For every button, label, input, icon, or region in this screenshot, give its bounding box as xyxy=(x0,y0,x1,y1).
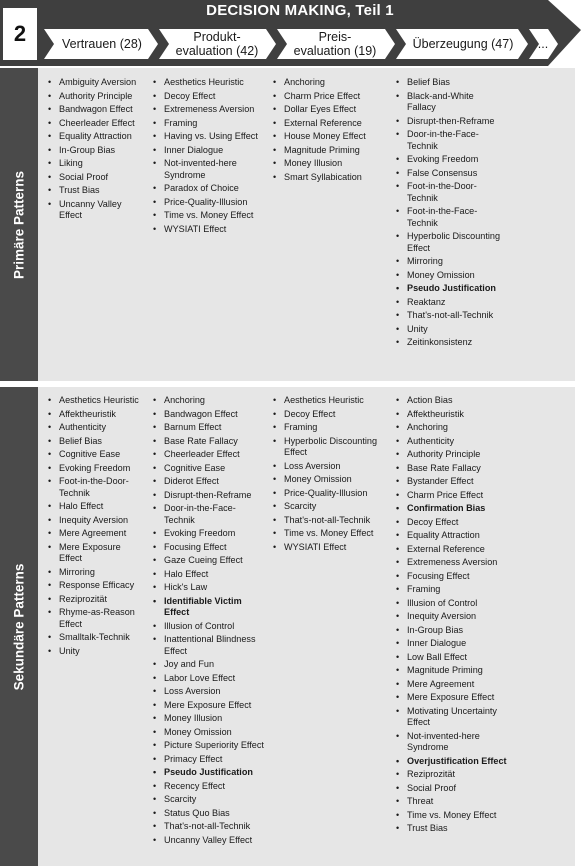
pattern-item: • That's-not-all-Technik xyxy=(273,515,385,527)
pattern-item: • Money Omission xyxy=(153,727,265,739)
pattern-item: • External Reference xyxy=(273,118,385,130)
pattern-item: • Money Omission xyxy=(273,474,385,486)
secondary-column-preisevaluation xyxy=(273,395,385,555)
tab-preisevaluation[interactable]: Preis- evaluation (19) xyxy=(293,30,377,58)
pattern-item: • Scarcity xyxy=(153,794,265,806)
primary-column-vertrauen xyxy=(48,77,143,224)
pattern-item: • Mere Agreement xyxy=(48,528,143,540)
pattern-item: • Scarcity xyxy=(273,501,385,513)
pattern-item: • Social Proof xyxy=(396,783,508,795)
pattern-item: • Not-invented-here Syndrome xyxy=(396,731,508,754)
pattern-item: • Disrupt-then-Reframe xyxy=(396,116,504,128)
pattern-item: • Loss Aversion xyxy=(273,461,385,473)
pattern-item: • Rhyme-as-Reason Effect xyxy=(48,607,143,630)
pattern-item: • Threat xyxy=(396,796,508,808)
pattern-item: • Authority Principle xyxy=(396,449,508,461)
pattern-item: • Mirroring xyxy=(48,567,143,579)
pattern-item: • Framing xyxy=(153,118,261,130)
pattern-item: • Evoking Freedom xyxy=(48,463,143,475)
pattern-item: • Time vs. Money Effect xyxy=(273,528,385,540)
pattern-item: • Trust Bias xyxy=(396,823,508,835)
pattern-item: • Hyperbolic Discounting Effect xyxy=(396,231,504,254)
pattern-item: • Money Illusion xyxy=(273,158,385,170)
pattern-item: • Overjustification Effect xyxy=(396,756,508,768)
page-title: DECISION MAKING, Teil 1 xyxy=(206,2,394,19)
pattern-item: • Base Rate Fallacy xyxy=(396,463,508,475)
pattern-item: • Response Efficacy xyxy=(48,580,143,592)
pattern-item: • Framing xyxy=(273,422,385,434)
pattern-item: • Loss Aversion xyxy=(153,686,265,698)
pattern-item: • Base Rate Fallacy xyxy=(153,436,265,448)
pattern-item: • External Reference xyxy=(396,544,508,556)
pattern-item: • Reziprozität xyxy=(396,769,508,781)
pattern-item: • Foot-in-the-Door-Technik xyxy=(48,476,143,499)
pattern-item: • Dollar Eyes Effect xyxy=(273,104,385,116)
secondary-side-bar xyxy=(0,387,38,866)
pattern-item: • Having vs. Using Effect xyxy=(153,131,261,143)
pattern-item: • Foot-in-the-Face-Technik xyxy=(396,206,504,229)
pattern-item: • Cheerleader Effect xyxy=(153,449,265,461)
pattern-item: • Belief Bias xyxy=(396,77,504,89)
pattern-item: • Aesthetics Heuristic xyxy=(153,77,261,89)
pattern-item: • Status Quo Bias xyxy=(153,808,265,820)
tab-ueberzeugung[interactable]: Überzeugung (47) xyxy=(412,37,514,51)
pattern-item: • In-Group Bias xyxy=(396,625,508,637)
pattern-item: • Halo Effect xyxy=(48,501,143,513)
pattern-item: • Zeitinkonsistenz xyxy=(396,337,504,349)
pattern-item: • Money Illusion xyxy=(153,713,265,725)
pattern-item: • Door-in-the-Face-Technik xyxy=(396,129,504,152)
pattern-item: • Mirroring xyxy=(396,256,504,268)
pattern-item: • Equality Attraction xyxy=(396,530,508,542)
pattern-item: • Joy and Fun xyxy=(153,659,265,671)
pattern-item: • Smart Syllabication xyxy=(273,172,385,184)
pattern-item: • Diderot Effect xyxy=(153,476,265,488)
pattern-item: • Recency Effect xyxy=(153,781,265,793)
pattern-item: • Illusion of Control xyxy=(396,598,508,610)
secondary-patterns-label: Sekundäre Patterns xyxy=(11,563,27,690)
pattern-item: • Inattentional Blindness Effect xyxy=(153,634,265,657)
pattern-item: • House Money Effect xyxy=(273,131,385,143)
pattern-item: • Hyperbolic Discounting Effect xyxy=(273,436,385,459)
step-number: 2 xyxy=(13,21,27,46)
pattern-item: • Price-Quality-Illusion xyxy=(273,488,385,500)
pattern-item: • Decoy Effect xyxy=(153,91,261,103)
secondary-panel xyxy=(38,387,575,866)
pattern-item: • Authenticity xyxy=(48,422,143,434)
pattern-item: • Affektheuristik xyxy=(48,409,143,421)
pattern-item: • Hick's Law xyxy=(153,582,265,594)
pattern-item: • Picture Superiority Effect xyxy=(153,740,265,752)
pattern-item: • Affektheuristik xyxy=(396,409,508,421)
pattern-item: • Door-in-the-Face-Technik xyxy=(153,503,265,526)
pattern-item: • Inequity Aversion xyxy=(48,515,143,527)
pattern-item: • False Consensus xyxy=(396,168,504,180)
secondary-column-ueberzeugung xyxy=(396,395,508,837)
pattern-item: • Primacy Effect xyxy=(153,754,265,766)
pattern-item: • Anchoring xyxy=(153,395,265,407)
pattern-item: • Barnum Effect xyxy=(153,422,265,434)
pattern-item: • Bandwagon Effect xyxy=(48,104,143,116)
pattern-item: • Aesthetics Heuristic xyxy=(273,395,385,407)
pattern-item: • Inner Dialogue xyxy=(396,638,508,650)
pattern-item: • Bystander Effect xyxy=(396,476,508,488)
pattern-item: • Uncanny Valley Effect xyxy=(153,835,265,847)
pattern-item: • In-Group Bias xyxy=(48,145,143,157)
pattern-item: • Action Bias xyxy=(396,395,508,407)
pattern-item: • Evoking Freedom xyxy=(153,528,265,540)
pattern-item: • Smalltalk-Technik xyxy=(48,632,143,644)
pattern-item: • Paradox of Choice xyxy=(153,183,261,195)
pattern-item: • Price-Quality-Illusion xyxy=(153,197,261,209)
pattern-item: • Unity xyxy=(396,324,504,336)
pattern-item: • Authority Principle xyxy=(48,91,143,103)
pattern-item: • Time vs. Money Effect xyxy=(153,210,261,222)
pattern-item: • Disrupt-then-Reframe xyxy=(153,490,265,502)
pattern-item: • Halo Effect xyxy=(153,569,265,581)
pattern-item: • Equality Attraction xyxy=(48,131,143,143)
pattern-item: • Anchoring xyxy=(273,77,385,89)
pattern-item: • Aesthetics Heuristic xyxy=(48,395,143,407)
pattern-item: • Social Proof xyxy=(48,172,143,184)
pattern-item: • That's-not-all-Technik xyxy=(153,821,265,833)
pattern-item: • Cheerleader Effect xyxy=(48,118,143,130)
pattern-item: • Anchoring xyxy=(396,422,508,434)
pattern-item: • Liking xyxy=(48,158,143,170)
pattern-item: • Evoking Freedom xyxy=(396,154,504,166)
primary-side-bar xyxy=(0,68,38,381)
pattern-item: • Pseudo Justification xyxy=(153,767,265,779)
tab-vertrauen[interactable]: Vertrauen (28) xyxy=(62,37,142,51)
pattern-item: • Belief Bias xyxy=(48,436,143,448)
tab-more[interactable]: ... xyxy=(537,37,549,51)
pattern-item: • Low Ball Effect xyxy=(396,652,508,664)
pattern-item: • Time vs. Money Effect xyxy=(396,810,508,822)
pattern-item: • Charm Price Effect xyxy=(273,91,385,103)
pattern-item: • Reziprozität xyxy=(48,594,143,606)
pattern-item: • Magnitude Priming xyxy=(273,145,385,157)
pattern-item: • Bandwagon Effect xyxy=(153,409,265,421)
pattern-item: • Focusing Effect xyxy=(396,571,508,583)
pattern-item: • Mere Exposure Effect xyxy=(153,700,265,712)
pattern-item: • Money Omission xyxy=(396,270,504,282)
pattern-item: • Inner Dialogue xyxy=(153,145,261,157)
secondary-column-vertrauen xyxy=(48,395,143,659)
pattern-item: • Gaze Cueing Effect xyxy=(153,555,265,567)
primary-patterns-label: Primäre Patterns xyxy=(11,170,27,279)
pattern-item: • Decoy Effect xyxy=(396,517,508,529)
primary-column-preisevaluation xyxy=(273,77,385,185)
pattern-item: • Framing xyxy=(396,584,508,596)
pattern-item: • Authenticity xyxy=(396,436,508,448)
pattern-item: • Uncanny Valley Effect xyxy=(48,199,143,222)
pattern-item: • Decoy Effect xyxy=(273,409,385,421)
pattern-item: • Cognitive Ease xyxy=(153,463,265,475)
pattern-item: • Motivating Uncertainty Effect xyxy=(396,706,508,729)
pattern-item: • Identifiable Victim Effect xyxy=(153,596,265,619)
pattern-item: • Unity xyxy=(48,646,143,658)
pattern-item: • Not-invented-here Syndrome xyxy=(153,158,261,181)
pattern-item: • Illusion of Control xyxy=(153,621,265,633)
pattern-item: • WYSIATI Effect xyxy=(153,224,261,236)
pattern-item: • Black-and-White Fallacy xyxy=(396,91,504,114)
pattern-item: • WYSIATI Effect xyxy=(273,542,385,554)
pattern-item: • Mere Exposure Effect xyxy=(48,542,143,565)
pattern-item: • Confirmation Bias xyxy=(396,503,508,515)
tab-produktevaluation[interactable]: Produkt- evaluation (42) xyxy=(175,30,259,58)
pattern-item: • Inequity Aversion xyxy=(396,611,508,623)
secondary-column-produktevaluation xyxy=(153,395,265,848)
pattern-item: • Magnitude Priming xyxy=(396,665,508,677)
primary-column-ueberzeugung xyxy=(396,77,504,351)
primary-panel xyxy=(38,68,575,381)
pattern-item: • Trust Bias xyxy=(48,185,143,197)
pattern-item: • Focusing Effect xyxy=(153,542,265,554)
pattern-item: • That's-not-all-Technik xyxy=(396,310,504,322)
pattern-item: • Charm Price Effect xyxy=(396,490,508,502)
pattern-item: • Labor Love Effect xyxy=(153,673,265,685)
pattern-item: • Extremeness Aversion xyxy=(396,557,508,569)
pattern-item: • Foot-in-the-Door-Technik xyxy=(396,181,504,204)
pattern-item: • Extremeness Aversion xyxy=(153,104,261,116)
pattern-item: • Mere Exposure Effect xyxy=(396,692,508,704)
pattern-item: • Ambiguity Aversion xyxy=(48,77,143,89)
pattern-item: • Reaktanz xyxy=(396,297,504,309)
pattern-item: • Pseudo Justification xyxy=(396,283,504,295)
primary-column-produktevaluation xyxy=(153,77,261,237)
pattern-item: • Mere Agreement xyxy=(396,679,508,691)
pattern-item: • Cognitive Ease xyxy=(48,449,143,461)
